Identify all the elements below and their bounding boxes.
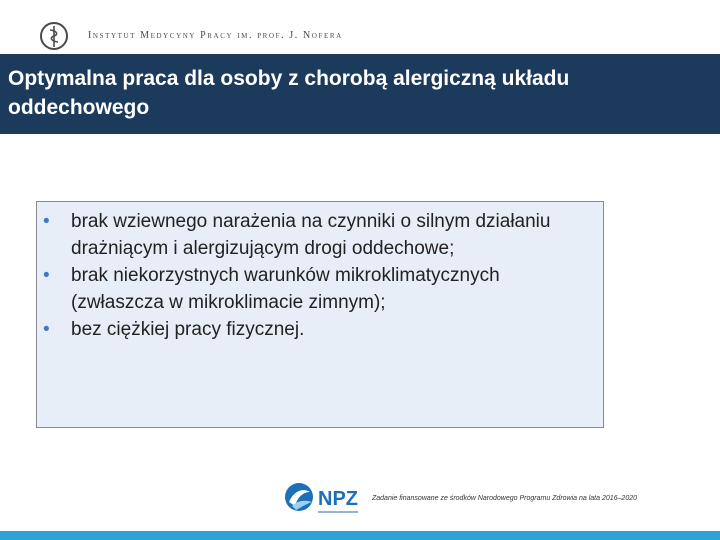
- content-box: [36, 201, 604, 428]
- npz-logo-text: NPZ: [318, 488, 358, 510]
- bullet-item: [37, 208, 593, 262]
- title-bar: [0, 54, 720, 134]
- bottom-stripe: [0, 531, 720, 540]
- institute-logo-icon: [38, 20, 70, 52]
- header: [0, 0, 720, 54]
- bullet-dot-icon: •: [43, 211, 50, 232]
- slide-title: Optymalna praca dla osoby z chorobą alergiczną układu oddechowego: [8, 67, 570, 119]
- bullet-dot-icon: •: [43, 265, 50, 286]
- bullet-text: brak niekorzystnych warunków mikroklimatycznych (zwłaszcza w mikroklimacie zimnym);: [71, 265, 500, 313]
- bullet-item: [37, 262, 593, 316]
- bullet-list: [37, 202, 603, 343]
- institute-name: Instytut Medycyny Pracy im. prof. J. Nofera: [88, 30, 343, 41]
- bullet-text: brak wziewnego narażenia na czynniki o silnym działaniu drażniącym i alergizującym drogi oddechowe;: [71, 211, 551, 259]
- npz-logo-icon: [282, 480, 370, 520]
- bullet-text: bez ciężkiej pracy fizycznej.: [71, 319, 305, 340]
- bullet-dot-icon: •: [43, 319, 50, 340]
- funding-note: Zadanie finansowane ze środków Narodowego Programu Zdrowia na lata 2016–2020: [372, 495, 637, 502]
- bullet-item: [37, 316, 593, 343]
